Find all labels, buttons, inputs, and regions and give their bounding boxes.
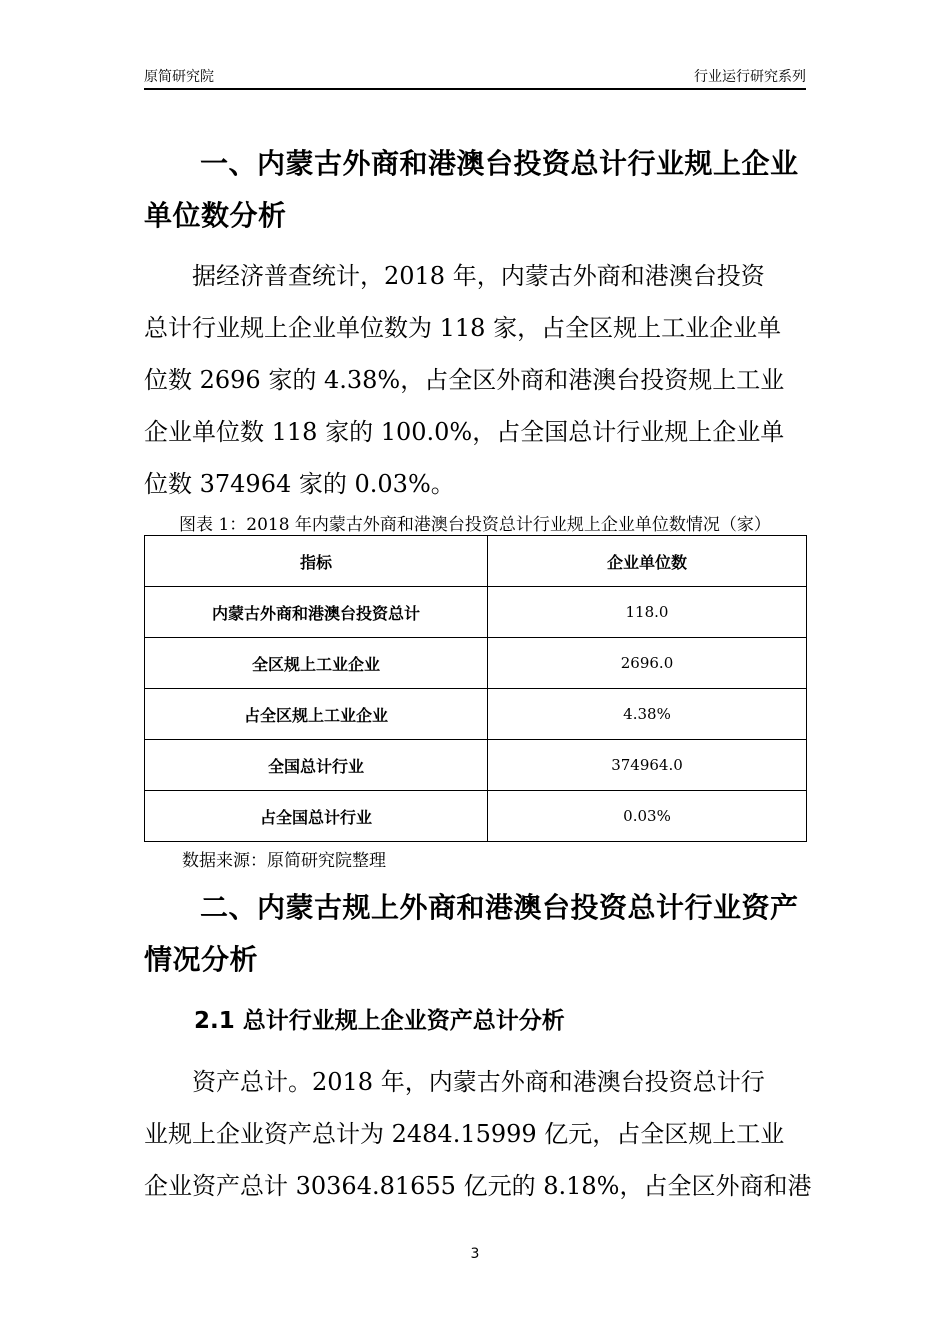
section2-title	[144, 882, 806, 986]
body-line: 位数 374964 家的 0.03%。	[144, 470, 455, 498]
body-line: 企业资产总计 30364.81655 亿元的 8.18%，占全区外商和港	[144, 1172, 812, 1200]
row-value: 2696.0	[488, 638, 807, 689]
table-row	[145, 638, 807, 689]
body-line: 位数 2696 家的 4.38%，占全区外商和港澳台投资规上工业	[144, 366, 785, 394]
header-divider	[144, 88, 806, 90]
table-row	[145, 587, 807, 638]
body-line: 企业单位数 118 家的 100.0%，占全国总计行业规上企业单	[144, 418, 785, 446]
column-header-indicator: 指标	[145, 536, 488, 587]
table-row	[145, 791, 807, 842]
body-line: 总计行业规上企业单位数为 118 家，占全区规上工业企业单	[144, 314, 782, 342]
data-table	[144, 535, 807, 842]
page-number: 3	[470, 1246, 480, 1262]
body-line: 据经济普查统计，2018 年，内蒙古外商和港澳台投资	[192, 262, 765, 290]
table-caption: 图表 1：2018 年内蒙古外商和港澳台投资总计行业规上企业单位数情况（家）	[179, 515, 771, 535]
row-value: 4.38%	[488, 689, 807, 740]
row-label: 占全区规上工业企业	[145, 689, 488, 740]
section2-title-line: 情况分析	[144, 943, 259, 976]
body-line: 业规上企业资产总计为 2484.15999 亿元，占全区规上工业	[144, 1120, 785, 1148]
section2-title-line: 二、内蒙古规上外商和港澳台投资总计行业资产	[200, 891, 799, 924]
table-header-row	[145, 536, 807, 587]
section1-body	[144, 250, 806, 510]
column-header-count: 企业单位数	[488, 536, 807, 587]
table-source: 数据来源：原简研究院整理	[182, 851, 386, 871]
row-label: 全国总计行业	[145, 740, 488, 791]
row-value: 0.03%	[488, 791, 807, 842]
row-label: 内蒙古外商和港澳台投资总计	[145, 587, 488, 638]
section2-body	[144, 1056, 812, 1212]
table-row	[145, 689, 807, 740]
section1-title-line: 一、内蒙古外商和港澳台投资总计行业规上企业	[200, 147, 799, 180]
header-series: 行业运行研究系列	[694, 69, 806, 85]
row-label: 占全国总计行业	[145, 791, 488, 842]
section1-title-line: 单位数分析	[144, 199, 287, 232]
row-value: 118.0	[488, 587, 807, 638]
table-row	[145, 740, 807, 791]
section1-title	[144, 138, 806, 242]
row-value: 374964.0	[488, 740, 807, 791]
body-line: 资产总计。2018 年，内蒙古外商和港澳台投资总计行	[192, 1068, 765, 1096]
section2-subtitle: 2.1 总计行业规上企业资产总计分析	[194, 1008, 565, 1034]
row-label: 全区规上工业企业	[145, 638, 488, 689]
header-org: 原简研究院	[144, 69, 214, 85]
